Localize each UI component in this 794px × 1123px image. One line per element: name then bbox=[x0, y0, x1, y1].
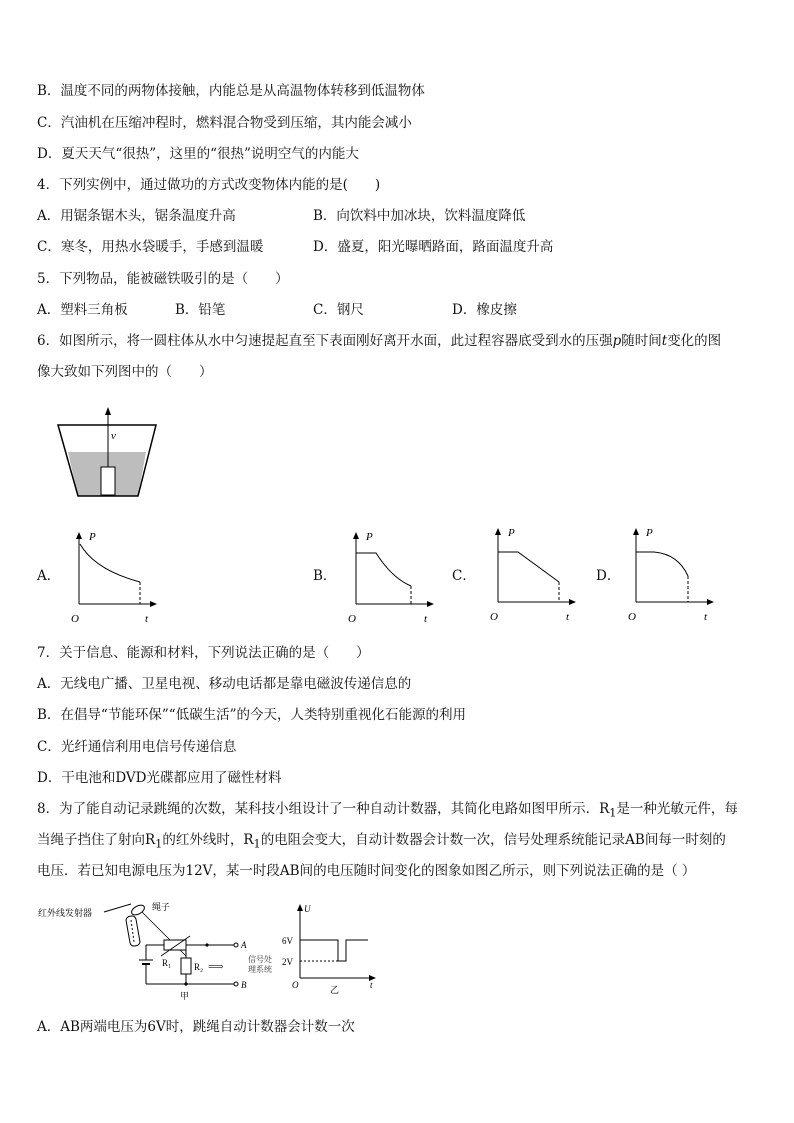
r2-resistor bbox=[181, 958, 191, 974]
q3-option-b: B．温度不同的两物体接触，内能总是从高温物体转移到低温物体 bbox=[37, 83, 425, 99]
velocity-label: v bbox=[111, 430, 116, 442]
q8-stem-line1: 8．为了能自动记录跳绳的次数，某科技小组设计了一种自动计数器，其简化电路如图甲所示．$R_1$是一种光敏元件，每 bbox=[37, 801, 738, 820]
q3-option-d: D．夏天天气“很热”，这里的“很热”说明空气的内能大 bbox=[37, 146, 359, 162]
q8-stem-line3: 电压．若已知电源电压为12V，某一时段AB间的电压随时间变化的图象如图乙所示，则下列说法正确的是（ ） bbox=[37, 863, 696, 879]
graph-b bbox=[342, 528, 442, 628]
svg-text:O: O bbox=[348, 613, 356, 625]
svg-text:B: B bbox=[241, 980, 247, 990]
q5-option-a: A．塑料三角板 bbox=[37, 302, 128, 318]
q7-option-b: B．在倡导“节能环保”“低碳生活”的今天，人类特别重视化石能源的利用 bbox=[37, 707, 467, 723]
graph-b-label: B． bbox=[313, 568, 337, 584]
svg-text:t: t bbox=[424, 613, 428, 625]
graph-c-line bbox=[498, 552, 559, 582]
svg-text:理系统: 理系统 bbox=[248, 965, 272, 974]
q4-option-c: C．寒冬，用热水袋暖手，手感到温暖 bbox=[37, 239, 264, 255]
svg-text:P: P bbox=[89, 531, 96, 543]
emitter-icon bbox=[130, 903, 146, 917]
svg-text:R₁: R₁ bbox=[162, 958, 172, 968]
svg-text:O: O bbox=[292, 980, 299, 990]
q4-option-a: A．用锯条锯木头，锯条温度升高 bbox=[37, 208, 236, 224]
q8-circuit-figure bbox=[36, 898, 276, 1006]
graph-d-curve bbox=[636, 552, 688, 576]
graph-a bbox=[65, 528, 165, 628]
svg-text:乙: 乙 bbox=[330, 985, 340, 995]
q4-option-b: B．向饮料中加冰块，饮料温度降低 bbox=[313, 208, 526, 224]
svg-text:O: O bbox=[71, 613, 79, 625]
rope-icon bbox=[125, 915, 140, 946]
svg-text:绳子: 绳子 bbox=[152, 902, 171, 912]
q5-option-b: B．铅笔 bbox=[175, 302, 226, 318]
svg-text:信号处: 信号处 bbox=[248, 955, 272, 964]
svg-text:t: t bbox=[566, 611, 570, 623]
svg-text:O: O bbox=[628, 611, 636, 623]
svg-text:P: P bbox=[366, 531, 373, 543]
q6-stem-line1: 6．如图所示，将一圆柱体从水中匀速提起直至下表面刚好离开水面，此过程容器底受到水的压强p随时间t变化的图 bbox=[37, 333, 722, 349]
graph-d bbox=[622, 524, 722, 624]
cylinder bbox=[101, 467, 115, 495]
q4-stem: 4．下列实例中，通过做功的方式改变物体内能的是( ) bbox=[37, 177, 381, 193]
voltage-line bbox=[300, 940, 368, 961]
svg-text:甲: 甲 bbox=[180, 991, 190, 1001]
graph-d-label: D． bbox=[596, 568, 621, 584]
q8-stem-line2: 当绳子挡住了射向$R_1$的红外线时，$R_1$的电阻会变大，自动计数器会计数一次，信号处理系统能记录AB间每一时刻的 bbox=[37, 832, 726, 851]
q7-option-d: D．干电池和DVD光碟都应用了磁性材料 bbox=[37, 770, 282, 786]
svg-text:2V: 2V bbox=[282, 957, 293, 967]
graph-c bbox=[484, 524, 584, 624]
q6-stem-line2: 像大致如下列图中的（ ） bbox=[37, 364, 213, 380]
svg-text:t: t bbox=[145, 613, 149, 625]
q6-container-figure bbox=[50, 405, 160, 500]
q8-voltage-graph bbox=[280, 898, 390, 1006]
svg-text:P: P bbox=[646, 527, 653, 539]
q5-option-c: C．钢尺 bbox=[313, 302, 364, 318]
q7-option-c: C．光纤通信利用电信号传递信息 bbox=[37, 739, 237, 755]
q4-option-d: D．盛夏，阳光曝晒路面，路面温度升高 bbox=[313, 239, 554, 255]
q8-option-a: A．AB两端电压为6V时，跳绳自动计数器会计数一次 bbox=[37, 1019, 355, 1035]
q7-stem: 7．关于信息、能源和材料，下列说法正确的是（ ） bbox=[37, 645, 370, 661]
svg-text:R₂: R₂ bbox=[194, 962, 204, 972]
q3-option-c: C．汽油机在压缩冲程时，燃料混合物受到压缩，其内能会减小 bbox=[37, 115, 412, 131]
svg-text:t: t bbox=[704, 611, 708, 623]
q7-option-a: A．无线电广播、卫星电视、移动电话都是靠电磁波传递信息的 bbox=[37, 676, 412, 692]
svg-text:A: A bbox=[241, 940, 247, 950]
arrow-head bbox=[105, 407, 111, 415]
q5-option-d: D．橡皮擦 bbox=[452, 302, 517, 318]
svg-text:6V: 6V bbox=[282, 936, 293, 946]
q5-stem: 5．下列物品，能被磁铁吸引的是（ ） bbox=[37, 271, 289, 287]
arrow-icon: ⟹ bbox=[208, 961, 224, 973]
svg-text:O: O bbox=[490, 611, 498, 623]
graph-c-label: C． bbox=[452, 568, 476, 584]
svg-text:U: U bbox=[304, 904, 311, 914]
svg-text:P: P bbox=[508, 527, 515, 539]
svg-text:t: t bbox=[370, 980, 373, 990]
graph-b-curve bbox=[356, 553, 411, 586]
graph-a-label: A． bbox=[37, 568, 61, 584]
graph-a-curve bbox=[80, 544, 140, 582]
svg-text:红外线发射器: 红外线发射器 bbox=[38, 908, 93, 918]
